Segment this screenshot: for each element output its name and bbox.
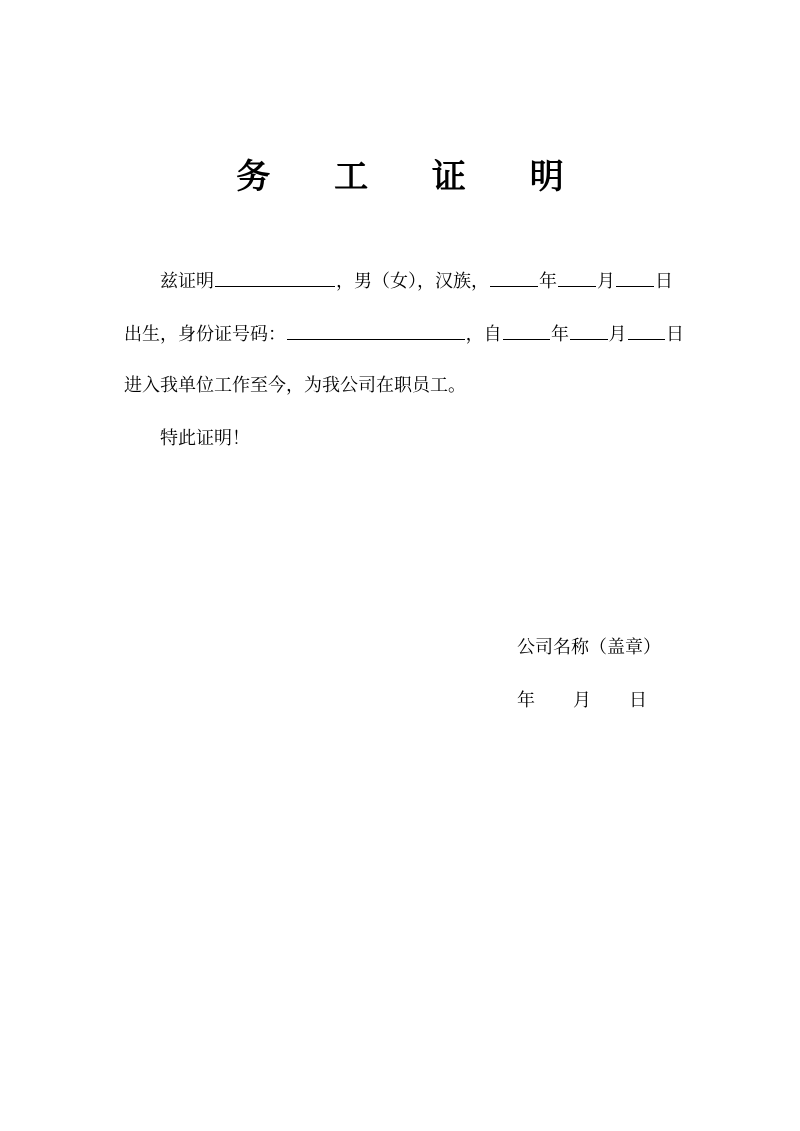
date-day: 日 bbox=[629, 690, 647, 711]
body-line-1 bbox=[160, 266, 684, 296]
start-year-blank bbox=[503, 319, 550, 340]
text-since: ，自 bbox=[465, 324, 502, 345]
text-year: 年 bbox=[539, 271, 557, 292]
body-line-4: 特此证明！ bbox=[160, 428, 250, 449]
start-day-blank bbox=[628, 319, 666, 340]
text-month: 月 bbox=[608, 324, 627, 345]
page-title: 务 工 证 明 bbox=[236, 157, 590, 197]
signature-date bbox=[517, 687, 647, 715]
text-day: 日 bbox=[655, 271, 673, 292]
text-id-number: 出生，身份证号码： bbox=[124, 324, 286, 345]
birth-month-blank bbox=[558, 266, 596, 287]
birth-day-blank bbox=[616, 266, 654, 287]
body-line-3: 进入我单位工作至今，为我公司在职员工。 bbox=[124, 375, 466, 396]
id-number-blank bbox=[287, 319, 465, 340]
date-year: 年 bbox=[517, 690, 535, 711]
birth-year-blank bbox=[490, 266, 538, 287]
company-seal-label: 公司名称（盖章） bbox=[517, 637, 661, 658]
body-line-2 bbox=[124, 319, 684, 349]
text-certify: 兹证明 bbox=[160, 271, 214, 292]
text-day: 日 bbox=[666, 324, 684, 345]
start-month-blank bbox=[570, 319, 608, 340]
name-blank bbox=[215, 266, 335, 287]
text-year: 年 bbox=[551, 324, 569, 345]
date-month: 月 bbox=[573, 690, 591, 711]
text-gender-ethnicity: ，男（女），汉族， bbox=[336, 271, 489, 292]
text-month: 月 bbox=[597, 271, 615, 292]
